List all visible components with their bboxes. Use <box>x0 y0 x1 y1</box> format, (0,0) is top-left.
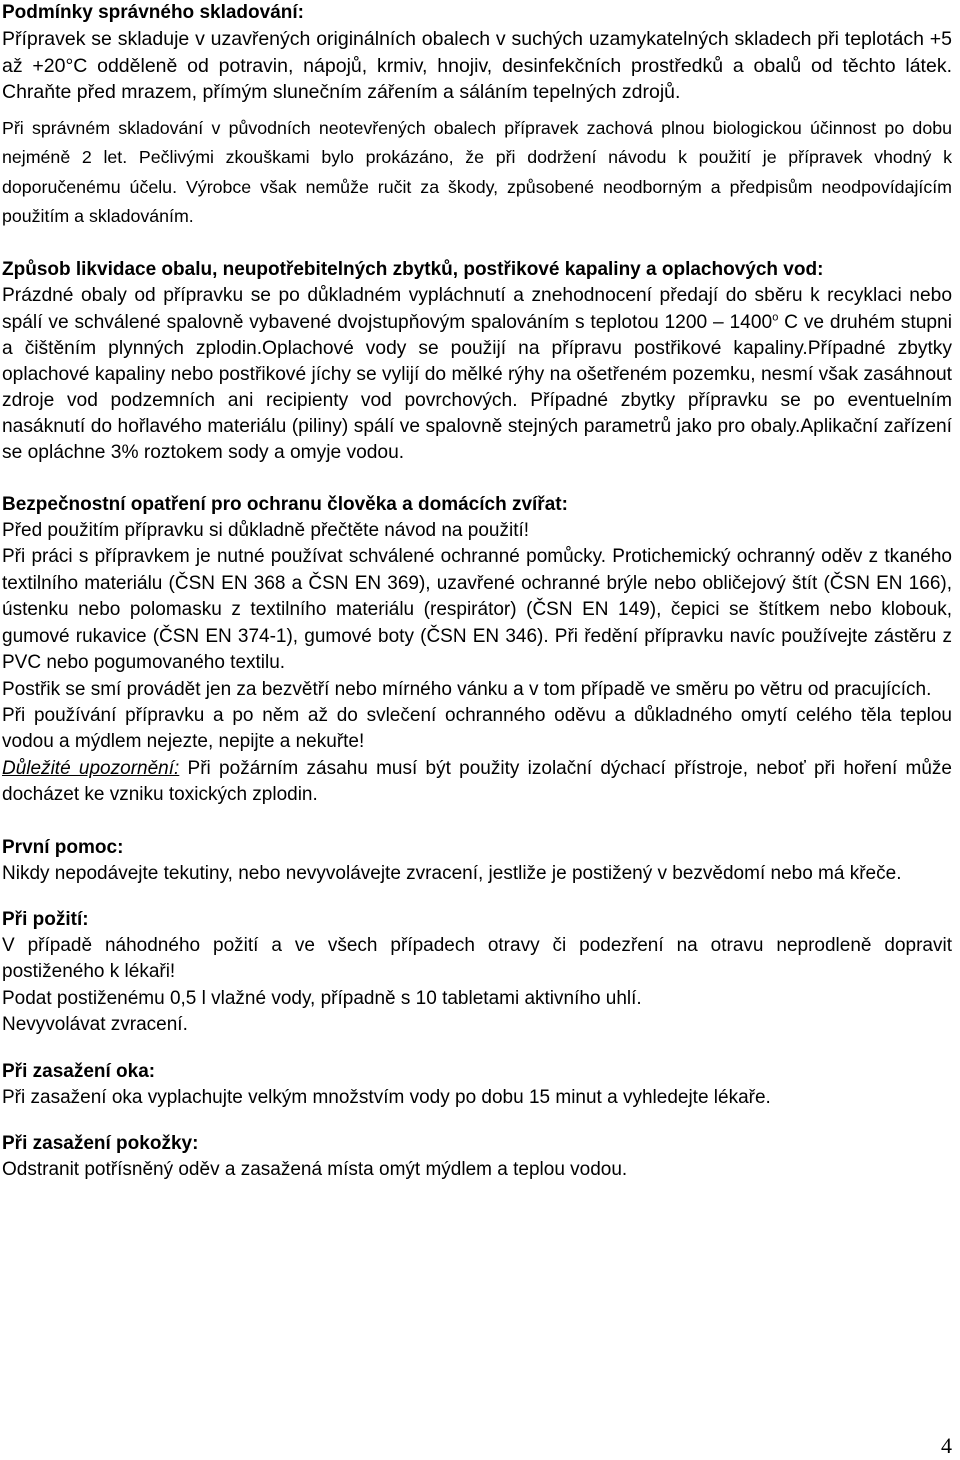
storage-paragraph-1: Přípravek se skladuje v uzavřených originálních obalech v suchých uzamykatelných skladech při teplotách +5 až +20°C odděleně od potravin, nápojů, krmiv, hnojiv, desinfekčních prostředků a obalů od těchto látek. Chraňte před mrazem, přímým slunečním zářením a sáláním tepelných zdrojů. <box>2 28 952 104</box>
eye-contact-text: Při zasažení oka vyplachujte velkým množstvím vody po dobu 15 minut a vyhledejte lékaře. <box>2 1086 771 1108</box>
eye-contact-heading: Při zasažení oka: <box>2 1060 156 1082</box>
page-number: 4 <box>941 1433 952 1458</box>
document-page <box>2 0 952 1183</box>
safety-line-1: Před použitím přípravku si důkladně přečtěte návod na použití! <box>2 520 530 542</box>
safety-section <box>2 492 952 808</box>
storage-section <box>2 0 952 231</box>
first-aid-section <box>2 835 952 887</box>
disposal-paragraph <box>2 283 952 466</box>
degree-superscript: o <box>772 311 779 324</box>
warning-label: Důležité upozornění: <box>2 757 180 779</box>
safety-line-3: Postřik se smí provádět jen za bezvětří nebo mírného vánku a v tom případě ve směru po větru od pracujících. <box>2 678 932 700</box>
disposal-heading: Způsob likvidace obalu, neupotřebitelných zbytků, postřikové kapaliny a oplachových vod: <box>2 259 824 281</box>
ingestion-heading: Při požití: <box>2 908 89 930</box>
safety-heading: Bezpečnostní opatření pro ochranu člověka a domácích zvířat: <box>2 494 568 516</box>
ingestion-line-1: V případě náhodného požití a ve všech případech otravy či podezření na otravu neprodleně dopravit postiženého k lékaři! <box>2 934 952 983</box>
skin-contact-section <box>2 1131 952 1183</box>
safety-warning <box>2 756 952 809</box>
storage-heading: Podmínky správného skladování: <box>2 2 304 23</box>
safety-line-4: Při používání přípravku a po něm až do svlečení ochranného oděvu a důkladného omytí celého těla teplou vodou a mýdlem nejezte, nepijte a nekuřte! <box>2 704 952 753</box>
first-aid-heading: První pomoc: <box>2 836 124 858</box>
first-aid-text: Nikdy nepodávejte tekutiny, nebo nevyvolávejte zvracení, jestliže je postižený v bezvědomí nebo má křeče. <box>2 862 902 884</box>
ingestion-line-3: Nevyvolávat zvracení. <box>2 1014 188 1036</box>
storage-paragraph-2: Při správném skladování v původních neotevřených obalech přípravek zachová plnou biologickou účinnost po dobu nejméně 2 let. Pečlivými zkouškami bylo prokázáno, že při dodržení návodu k použití je přípravek vhodný k doporučenému účelu. Výrobce však nemůže ručit za škody, způsobené neodborným a předpisům neodpovídajícím použitím a skladováním. <box>2 117 952 226</box>
skin-contact-text: Odstranit potřísněný oděv a zasažená místa omýt mýdlem a teplou vodou. <box>2 1158 628 1180</box>
ingestion-line-2: Podat postiženému 0,5 l vlažné vody, případně s 10 tabletami aktivního uhlí. <box>2 987 642 1009</box>
disposal-text-part1: Prázdné obaly od přípravku se po důkladném vypláchnutí a znehodnocení předají do sběru k recyklaci nebo spálí ve schválené spalovně vybavené dvojstupňovým spalováním s teplotou 1200 – 1400 <box>2 285 952 333</box>
disposal-section <box>2 257 952 466</box>
safety-line-2: Při práci s přípravkem je nutné používat schválené ochranné pomůcky. Protichemický ochranný oděv z tkaného textilního materiálu (ČSN EN 368 a ČSN EN 369), uzavřené ochranné brýle nebo obličejový štít (ČSN EN 166), ústenku nebo polomasku z textilního materiálu (respirátor) (ČSN EN 149), čepici se štítkem nebo klobouk, gumové rukavice (ČSN EN 374-1), gumové boty (ČSN EN 346). Při ředění přípravku navíc používejte zástěru z PVC nebo pogumovaného textilu. <box>2 546 952 674</box>
warning-text: Při požárním zásahu musí být použity izolační dýchací přístroje, neboť při hoření může docházet ke vzniku toxických zplodin. <box>2 757 952 806</box>
eye-contact-section <box>2 1059 952 1111</box>
disposal-text-part2: C ve druhém stupni a čištěním plynných zplodin.Oplachové vody se použijí na přípravu postřikové kapaliny.Případné zbytky oplachové kapaliny nebo postřikové jíchy se vylijí do mělké rýhy na ošetřeném pozemku, nesmí však zasáhnout zdroje vod podzemních ani recipienty vod povrchových. Případné zbytky přípravku se po eventuelním nasáknutí do hořlavého materiálu (piliny) spálí ve spalovně stejných parametrů jako pro obaly.Aplikační zařízení se opláchne 3% roztokem sody a omyje vodou. <box>2 311 952 463</box>
ingestion-section <box>2 907 952 1039</box>
skin-contact-heading: Při zasažení pokožky: <box>2 1132 199 1154</box>
